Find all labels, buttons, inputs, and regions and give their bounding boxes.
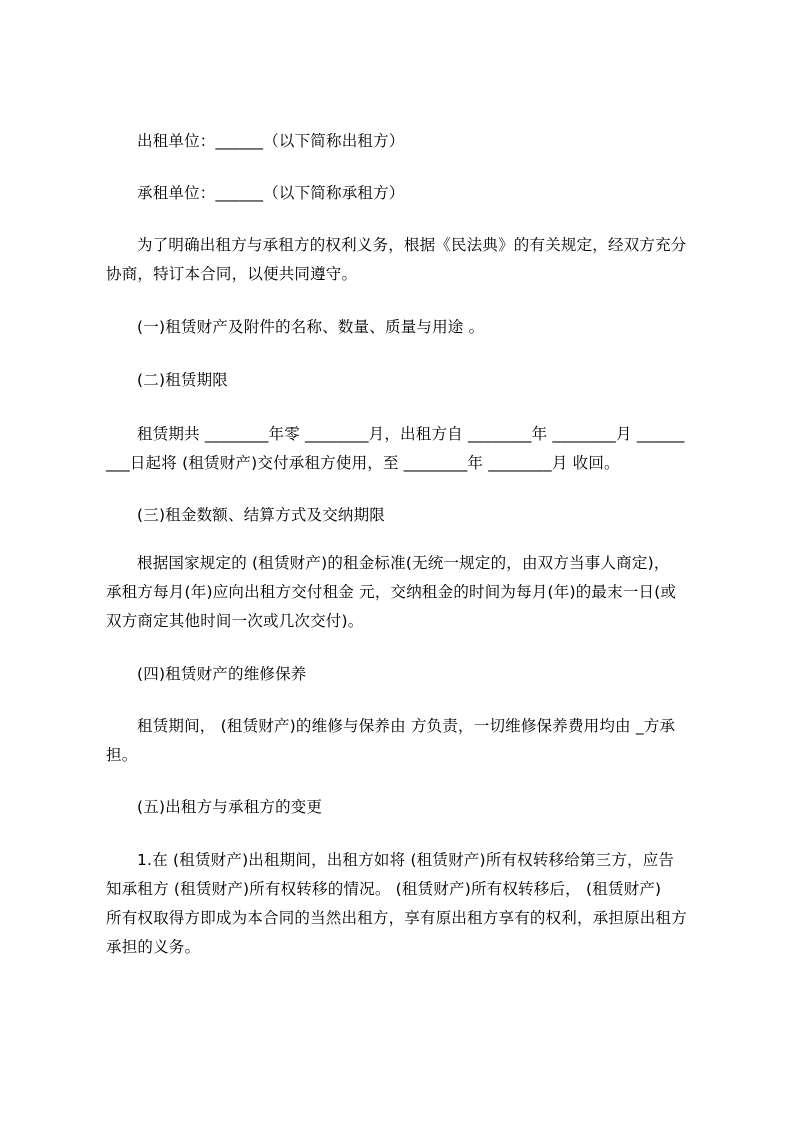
section4-line-1: 租赁期间， (租赁财产)的维修与保养由 方负责，一切维修保养费用均由 _方承 [137,717,676,735]
section5-line-4: 承担的义务。 [106,938,201,956]
section3-line-1: 根据国家规定的 (租赁财产)的租金标准(无统一规定的，由双方当事人商定)， [137,554,670,572]
lessee-line: 承租单位：______（以下简称承租方） [137,184,405,202]
section4-title: (四)租赁财产的维修保养 [137,665,307,683]
section3-line-3: 双方商定其他时间一次或几次交付)。 [106,612,364,630]
intro-line-2: 协商，特订本合同，以便共同遵守。 [106,265,358,283]
lessor-line: 出租单位：______（以下简称出租方） [137,132,405,150]
section3-title: (三)租金数额、结算方式及交纳期限 [137,506,385,524]
section3-line-2: 承租方每月(年)应向出租方交付租金 元，交纳租金的时间为每月(年)的最末一日(或 [106,583,677,601]
section5-line-1: 1.在 (租赁财产)出租期间，出租方如将 (租赁财产)所有权转移给第三方，应告 [137,851,675,869]
section5-title: (五)出租方与承租方的变更 [137,798,323,816]
section5-line-2: 知承租方 (租赁财产)所有权转移的情况。 (租赁财产)所有权转移后， (租赁财产) [106,880,662,898]
section1-title: (一)租赁财产及附件的名称、数量、质量与用途 。 [137,318,485,336]
intro-line-1: 为了明确出租方与承租方的权利义务，根据《民法典》的有关规定，经双方充分 [137,236,687,254]
section2-title: (二)租赁期限 [137,371,228,389]
section2-line-1: 租赁期共 ________年零 ________月，出租方自 ________年 ________月 ______ [137,425,685,443]
section2-line-2: ___日起将 (租赁财产)交付承租方使用，至 ________年 ________月 收回。 [106,454,620,472]
section4-line-2: 担。 [106,746,138,764]
section5-line-3: 所有权取得方即成为本合同的当然出租方，享有原出租方享有的权利，承担原出租方 [106,909,687,927]
